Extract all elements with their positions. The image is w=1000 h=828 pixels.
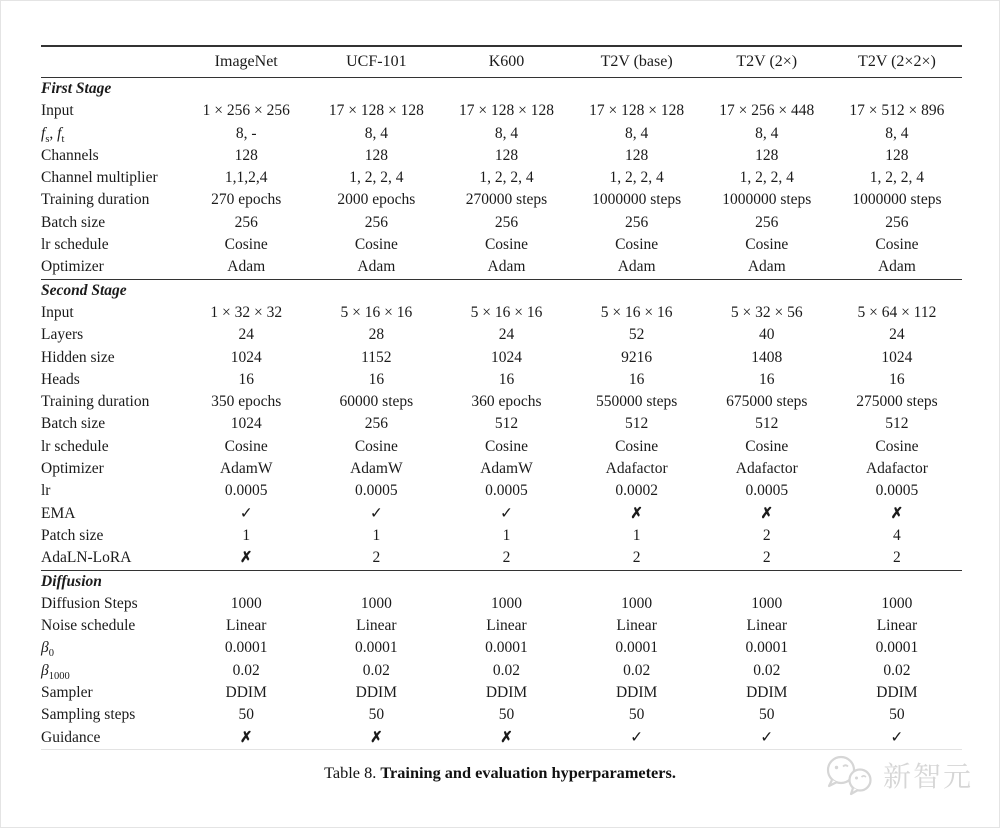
row-label: Optimizer: [41, 258, 104, 276]
cell: 5 × 64 × 112: [857, 303, 937, 321]
cell: Adam: [877, 258, 916, 276]
cell: 1000: [751, 594, 783, 612]
cell: 8, 4: [755, 124, 779, 142]
cell: 0.0001: [485, 639, 528, 657]
header-row: [41, 46, 962, 78]
cell: 1000000 steps: [722, 191, 812, 209]
column-header: K600: [441, 46, 571, 78]
cell: 50: [759, 706, 775, 724]
cell: ✗: [370, 729, 383, 746]
cell: ✓: [890, 728, 904, 746]
cell: Adafactor: [865, 460, 928, 478]
cell: 1000: [360, 594, 392, 612]
cell: 0.02: [232, 661, 260, 679]
cell: 2: [372, 549, 381, 567]
cell: 2: [762, 549, 771, 567]
cell: 28: [368, 326, 385, 344]
cell: 0.0001: [615, 639, 658, 657]
cell: 1, 2, 2, 4: [349, 169, 404, 187]
row-label: lr schedule: [41, 236, 109, 254]
cell: 2000 epochs: [337, 191, 416, 209]
cell: 9216: [621, 348, 653, 366]
table-row: [41, 503, 962, 525]
row-label: lr: [41, 482, 51, 500]
row-label: Training duration: [41, 191, 150, 209]
cell: 0.02: [883, 661, 911, 679]
cell: AdamW: [219, 460, 273, 478]
cell: 2: [893, 549, 901, 567]
cell: 1152: [361, 348, 392, 366]
row-label: Channels: [41, 146, 99, 164]
cell: 256: [234, 213, 258, 231]
row-label: Channel multiplier: [41, 169, 158, 187]
cell: 24: [889, 326, 905, 344]
cell: Adam: [747, 258, 786, 276]
cell: AdamW: [350, 460, 403, 478]
cell: ✓: [369, 504, 383, 522]
cell: 0.0002: [615, 482, 658, 500]
cell: Cosine: [484, 236, 529, 254]
cell: 1024: [881, 348, 913, 366]
cell: Cosine: [615, 236, 659, 254]
cell: 8, 4: [625, 124, 649, 142]
caption-prefix: Table 8.: [324, 763, 377, 782]
row-label: $\beta_0$: [41, 639, 54, 660]
cell: 17 × 128 × 128: [589, 102, 685, 120]
cell: ✓: [630, 728, 644, 746]
table-row: [41, 593, 962, 615]
cell: 512: [625, 415, 649, 433]
cell: 275000 steps: [856, 393, 938, 411]
cell: Cosine: [615, 437, 659, 455]
table-row: [41, 727, 962, 750]
row-label: Optimizer: [41, 460, 104, 478]
section-row: [41, 570, 962, 593]
cell: Cosine: [484, 437, 529, 455]
cell: 1024: [490, 348, 522, 366]
row-label: Layers: [41, 326, 84, 344]
table-row: [41, 391, 962, 413]
table-row: [41, 145, 962, 167]
row-label: Noise schedule: [41, 617, 136, 635]
row-label: Sampling steps: [41, 706, 136, 724]
cell: Adam: [357, 258, 396, 276]
table-row: [41, 302, 962, 324]
caption-title: Training and evaluation hyperparameters.: [380, 763, 676, 782]
cell: DDIM: [876, 684, 918, 702]
row-label: Diffusion Steps: [41, 594, 138, 612]
table-row: [41, 436, 962, 458]
row-label: EMA: [41, 504, 76, 522]
cell: 550000 steps: [595, 393, 678, 411]
cell: 1: [502, 526, 511, 544]
cell: 128: [885, 146, 909, 164]
cell: ✗: [760, 505, 774, 522]
cell: 1024: [230, 415, 262, 433]
table-row: [41, 704, 962, 726]
column-header: UCF-101: [311, 46, 441, 78]
table-row: [41, 615, 962, 637]
cell: DDIM: [485, 684, 528, 702]
row-label: Input: [41, 303, 74, 321]
cell: Cosine: [354, 437, 398, 455]
row-label: $\beta_{1000}$: [41, 661, 70, 682]
cell: 128: [755, 146, 779, 164]
cell: DDIM: [746, 684, 788, 702]
cell: Cosine: [224, 236, 268, 254]
table-row: [41, 123, 962, 145]
cell: DDIM: [355, 684, 398, 702]
cell: ✗: [500, 729, 513, 746]
cell: Cosine: [875, 437, 919, 455]
cell: 256: [625, 213, 649, 231]
cell: 5 × 32 × 56: [730, 303, 803, 321]
section-row: [41, 78, 962, 101]
cell: 60000 steps: [339, 393, 414, 411]
table-row: [41, 458, 962, 480]
cell: 50: [628, 706, 645, 724]
table-row: [41, 413, 962, 435]
row-label: Batch size: [41, 415, 106, 433]
cell: 1,1,2,4: [224, 169, 268, 187]
cell: 8, -: [235, 124, 257, 142]
row-label: lr schedule: [41, 437, 109, 455]
cell: Cosine: [354, 236, 398, 254]
cell: ✗: [239, 729, 253, 746]
cell: 50: [889, 706, 905, 724]
cell: 256: [755, 213, 779, 231]
cell: 270 epochs: [211, 191, 282, 209]
cell: 1000: [621, 594, 653, 612]
table-row: [41, 189, 962, 211]
cell: 0.02: [753, 661, 781, 679]
table-row: [41, 212, 962, 234]
row-label: Patch size: [41, 526, 104, 544]
cell: Cosine: [745, 437, 789, 455]
cell: 50: [368, 706, 385, 724]
cell: ✓: [239, 504, 253, 522]
cell: 0.0005: [485, 482, 528, 500]
cell: Adam: [487, 258, 526, 276]
cell: 1, 2, 2, 4: [739, 169, 794, 187]
table-row: [41, 100, 962, 122]
cell: 1000: [490, 594, 522, 612]
cell: Adafactor: [735, 460, 798, 478]
cell: 24: [498, 326, 515, 344]
table-row: [41, 324, 962, 346]
cell: 2: [632, 549, 641, 567]
table-row: [41, 480, 962, 502]
cell: 0.0001: [875, 639, 919, 657]
cell: 128: [234, 146, 258, 164]
section-title: Second Stage: [41, 279, 962, 302]
cell: 50: [498, 706, 515, 724]
cell: 16: [498, 370, 515, 388]
cell: 5 × 16 × 16: [340, 303, 413, 321]
cell: 256: [885, 213, 909, 231]
cell: 0.02: [492, 661, 521, 679]
cell: 0.0005: [355, 482, 398, 500]
wechat-bubbles-icon: [822, 753, 878, 797]
cell: 17 × 128 × 128: [328, 102, 424, 120]
cell: 350 epochs: [211, 393, 282, 411]
cell: Linear: [356, 617, 397, 635]
row-label: Guidance: [41, 728, 101, 746]
cell: 2: [502, 549, 511, 567]
cell: 1, 2, 2, 4: [869, 169, 925, 187]
cell: Adam: [617, 258, 656, 276]
cell: ✓: [499, 504, 513, 522]
cell: 1, 2, 2, 4: [479, 169, 534, 187]
cell: ✗: [239, 550, 253, 567]
table-row: [41, 167, 962, 189]
table-header: [41, 46, 962, 78]
table-row: [41, 525, 962, 547]
cell: 17 × 128 × 128: [459, 102, 554, 120]
cell: 1000: [230, 594, 262, 612]
cell: 0.0005: [224, 482, 268, 500]
cell: 128: [364, 146, 388, 164]
cell: ✗: [630, 505, 643, 522]
row-label: Sampler: [41, 684, 93, 702]
cell: 16: [889, 370, 905, 388]
column-header: ImageNet: [181, 46, 311, 78]
cell: 128: [494, 146, 519, 164]
cell: 0.0005: [875, 482, 919, 500]
cell: 16: [368, 370, 385, 388]
cell: 675000 steps: [726, 393, 808, 411]
cell: 16: [628, 370, 645, 388]
row-label: Heads: [41, 370, 80, 388]
cell: 16: [238, 370, 254, 388]
row-label: $f_s$, $f_t$: [41, 124, 65, 145]
cell: 40: [759, 326, 775, 344]
cell: 512: [885, 415, 909, 433]
cell: 256: [494, 213, 519, 231]
cell: 1, 2, 2, 4: [609, 169, 664, 187]
watermark: [822, 753, 973, 797]
table-row: [41, 660, 962, 682]
cell: Cosine: [745, 236, 789, 254]
cell: 1000000 steps: [852, 191, 942, 209]
cell: 1 × 256 × 256: [202, 102, 290, 120]
cell: DDIM: [225, 684, 267, 702]
row-label: Training duration: [41, 393, 150, 411]
cell: Linear: [616, 617, 657, 635]
cell: 8, 4: [885, 124, 909, 142]
table-row: [41, 347, 962, 369]
cell: 256: [364, 213, 388, 231]
hyperparameters-table: [41, 45, 962, 750]
cell: 512: [494, 415, 519, 433]
cell: 17 × 512 × 896: [849, 102, 945, 120]
cell: 270000 steps: [465, 191, 548, 209]
cell: 24: [238, 326, 254, 344]
table-row: [41, 547, 962, 570]
cell: 256: [364, 415, 388, 433]
cell: Cosine: [875, 236, 919, 254]
cell: 2: [762, 526, 771, 544]
cell: 1000000 steps: [592, 191, 682, 209]
cell: 512: [755, 415, 779, 433]
cell: 1000: [881, 594, 913, 612]
cell: 0.0005: [745, 482, 789, 500]
cell: 4: [893, 526, 901, 544]
cell: Linear: [486, 617, 527, 635]
cell: Linear: [225, 617, 267, 635]
cell: 5 × 16 × 16: [600, 303, 673, 321]
cell: 128: [625, 146, 649, 164]
cell: 8, 4: [494, 124, 519, 142]
cell: 16: [759, 370, 775, 388]
table-row: [41, 682, 962, 704]
row-label: Hidden size: [41, 348, 115, 366]
cell: 17 × 256 × 448: [719, 102, 815, 120]
table-body: [41, 78, 962, 750]
row-label: Input: [41, 102, 74, 120]
cell: AdamW: [480, 460, 533, 478]
section-title: Diffusion: [41, 570, 962, 593]
cell: ✗: [890, 505, 904, 522]
cell: DDIM: [615, 684, 658, 702]
cell: 1: [632, 526, 641, 544]
row-label: AdaLN-LoRA: [41, 549, 132, 567]
table-row: [41, 234, 962, 256]
table-row: [41, 637, 962, 659]
cell: 0.02: [623, 661, 651, 679]
cell: Adam: [227, 258, 266, 276]
cell: 1024: [230, 348, 262, 366]
cell: ✓: [760, 728, 774, 746]
cell: 0.0001: [355, 639, 398, 657]
column-header: T2V (2×2×): [832, 46, 962, 78]
cell: Linear: [746, 617, 787, 635]
table-row: [41, 256, 962, 279]
cell: 1 × 32 × 32: [210, 303, 283, 321]
cell: Cosine: [224, 437, 268, 455]
section-row: [41, 279, 962, 302]
row-label: Batch size: [41, 213, 106, 231]
watermark-text: 新智元: [882, 761, 973, 792]
cell: 1: [242, 526, 251, 544]
corner-cell: [41, 46, 181, 78]
cell: Adafactor: [605, 460, 668, 478]
cell: 0.0001: [224, 639, 268, 657]
cell: 52: [628, 326, 645, 344]
section-title: First Stage: [41, 80, 112, 97]
cell: Linear: [876, 617, 918, 635]
cell: 1: [372, 526, 381, 544]
cell: 360 epochs: [471, 393, 542, 411]
cell: 1408: [751, 348, 783, 366]
column-header: T2V (2×): [702, 46, 832, 78]
cell: 0.0001: [745, 639, 789, 657]
cell: 50: [238, 706, 254, 724]
column-header: T2V (base): [572, 46, 702, 78]
cell: 0.02: [362, 661, 390, 679]
table-row: [41, 369, 962, 391]
cell: 8, 4: [364, 124, 388, 142]
cell: 5 × 16 × 16: [470, 303, 543, 321]
